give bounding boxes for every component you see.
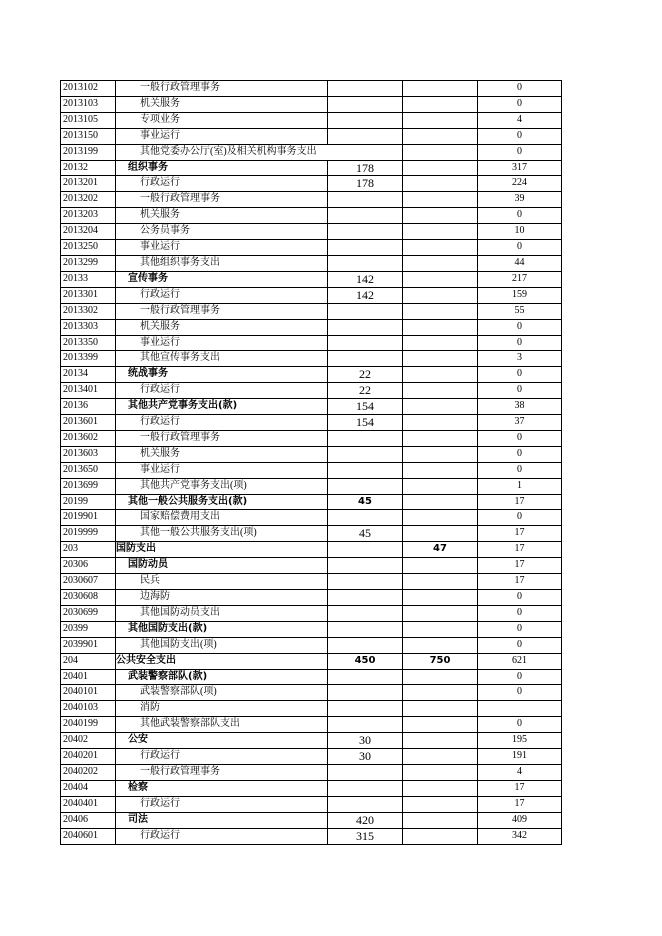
table-row bbox=[61, 558, 562, 574]
row-name: 武装警察部队(款) bbox=[116, 669, 328, 685]
table-row bbox=[61, 271, 562, 287]
row-value-2 bbox=[403, 558, 478, 574]
table-row bbox=[61, 526, 562, 542]
row-value-3: 0 bbox=[478, 605, 562, 621]
row-code: 2013603 bbox=[61, 446, 116, 462]
row-value-3: 17 bbox=[478, 526, 562, 542]
row-value-1 bbox=[328, 255, 403, 271]
row-code: 2013105 bbox=[61, 112, 116, 128]
row-name: 检察 bbox=[116, 780, 328, 796]
row-value-2 bbox=[403, 335, 478, 351]
row-value-1 bbox=[328, 542, 403, 558]
row-value-2 bbox=[403, 749, 478, 765]
row-name: 其他武装警察部队支出 bbox=[116, 717, 328, 733]
row-name: 机关服务 bbox=[116, 96, 328, 112]
row-value-2 bbox=[403, 112, 478, 128]
row-value-1 bbox=[328, 128, 403, 144]
table-row bbox=[61, 701, 562, 717]
row-value-1 bbox=[328, 112, 403, 128]
row-value-3: 317 bbox=[478, 160, 562, 176]
row-value-2 bbox=[403, 144, 478, 160]
row-value-3: 159 bbox=[478, 287, 562, 303]
row-value-3: 0 bbox=[478, 128, 562, 144]
row-value-1 bbox=[328, 430, 403, 446]
table-row bbox=[61, 749, 562, 765]
row-name: 专项业务 bbox=[116, 112, 328, 128]
row-name: 事业运行 bbox=[116, 335, 328, 351]
row-name: 机关服务 bbox=[116, 446, 328, 462]
row-code: 20406 bbox=[61, 812, 116, 828]
row-value-3: 0 bbox=[478, 510, 562, 526]
row-name: 行政运行 bbox=[116, 287, 328, 303]
row-name: 行政运行 bbox=[116, 749, 328, 765]
row-name: 武装警察部队(项) bbox=[116, 685, 328, 701]
row-value-1 bbox=[328, 701, 403, 717]
row-value-2 bbox=[403, 733, 478, 749]
row-code: 2013299 bbox=[61, 255, 116, 271]
row-name: 司法 bbox=[116, 812, 328, 828]
row-value-1 bbox=[328, 81, 403, 97]
row-value-2 bbox=[403, 478, 478, 494]
row-value-1 bbox=[328, 685, 403, 701]
row-value-2 bbox=[403, 271, 478, 287]
row-value-1 bbox=[328, 780, 403, 796]
row-value-1: 142 bbox=[328, 287, 403, 303]
row-value-3: 39 bbox=[478, 192, 562, 208]
row-name: 其他共产党事务支出(款) bbox=[116, 399, 328, 415]
row-value-1 bbox=[328, 351, 403, 367]
row-name: 公安 bbox=[116, 733, 328, 749]
row-name: 机关服务 bbox=[116, 319, 328, 335]
row-code: 2013602 bbox=[61, 430, 116, 446]
row-code: 2040401 bbox=[61, 796, 116, 812]
table-row bbox=[61, 224, 562, 240]
row-code: 2013302 bbox=[61, 303, 116, 319]
row-name: 其他党委办公厅(室)及相关机构事务支出 bbox=[116, 144, 328, 160]
table-row bbox=[61, 733, 562, 749]
row-value-2 bbox=[403, 526, 478, 542]
row-value-3: 4 bbox=[478, 112, 562, 128]
row-value-2 bbox=[403, 208, 478, 224]
row-value-1: 450 bbox=[328, 653, 403, 669]
row-value-3: 37 bbox=[478, 415, 562, 431]
row-value-2 bbox=[403, 383, 478, 399]
row-code: 20132 bbox=[61, 160, 116, 176]
row-code: 2013350 bbox=[61, 335, 116, 351]
row-value-3: 17 bbox=[478, 542, 562, 558]
row-value-3: 55 bbox=[478, 303, 562, 319]
table-row bbox=[61, 717, 562, 733]
row-value-2 bbox=[403, 351, 478, 367]
row-code: 203 bbox=[61, 542, 116, 558]
row-value-2 bbox=[403, 430, 478, 446]
row-value-2 bbox=[403, 701, 478, 717]
row-code: 2019901 bbox=[61, 510, 116, 526]
table-row bbox=[61, 81, 562, 97]
row-value-3: 0 bbox=[478, 335, 562, 351]
row-code: 2013202 bbox=[61, 192, 116, 208]
row-value-3: 17 bbox=[478, 796, 562, 812]
row-value-1 bbox=[328, 558, 403, 574]
row-code: 2013150 bbox=[61, 128, 116, 144]
row-value-1: 154 bbox=[328, 399, 403, 415]
row-value-1 bbox=[328, 335, 403, 351]
row-value-1 bbox=[328, 764, 403, 780]
table-row bbox=[61, 160, 562, 176]
table-row bbox=[61, 430, 562, 446]
table-row bbox=[61, 780, 562, 796]
row-value-3: 0 bbox=[478, 446, 562, 462]
row-code: 2013303 bbox=[61, 319, 116, 335]
row-code: 2013301 bbox=[61, 287, 116, 303]
row-code: 2013401 bbox=[61, 383, 116, 399]
row-value-1 bbox=[328, 303, 403, 319]
row-value-1: 178 bbox=[328, 160, 403, 176]
table-row bbox=[61, 208, 562, 224]
row-code: 2040202 bbox=[61, 764, 116, 780]
row-code: 2030699 bbox=[61, 605, 116, 621]
table-row bbox=[61, 796, 562, 812]
row-value-1 bbox=[328, 605, 403, 621]
row-code: 2030607 bbox=[61, 574, 116, 590]
row-value-2 bbox=[403, 717, 478, 733]
table-row bbox=[61, 255, 562, 271]
row-value-2 bbox=[403, 128, 478, 144]
table-row bbox=[61, 240, 562, 256]
row-value-3: 409 bbox=[478, 812, 562, 828]
row-value-3: 3 bbox=[478, 351, 562, 367]
row-value-1: 315 bbox=[328, 828, 403, 844]
row-value-1 bbox=[328, 446, 403, 462]
table-row bbox=[61, 828, 562, 844]
table-row bbox=[61, 669, 562, 685]
row-value-3: 44 bbox=[478, 255, 562, 271]
row-value-1: 22 bbox=[328, 367, 403, 383]
row-value-2 bbox=[403, 574, 478, 590]
row-value-3: 17 bbox=[478, 494, 562, 510]
row-code: 2039901 bbox=[61, 637, 116, 653]
table-row bbox=[61, 351, 562, 367]
row-value-1: 30 bbox=[328, 749, 403, 765]
row-value-2 bbox=[403, 796, 478, 812]
row-value-3: 0 bbox=[478, 621, 562, 637]
row-value-1 bbox=[328, 462, 403, 478]
row-code: 20401 bbox=[61, 669, 116, 685]
row-value-2 bbox=[403, 764, 478, 780]
table-row bbox=[61, 653, 562, 669]
row-code: 2040103 bbox=[61, 701, 116, 717]
row-name: 国家赔偿费用支出 bbox=[116, 510, 328, 526]
row-value-3: 0 bbox=[478, 669, 562, 685]
row-value-3: 0 bbox=[478, 319, 562, 335]
row-name: 一般行政管理事务 bbox=[116, 81, 328, 97]
row-value-2 bbox=[403, 605, 478, 621]
row-name: 消防 bbox=[116, 701, 328, 717]
row-name: 一般行政管理事务 bbox=[116, 192, 328, 208]
table-row bbox=[61, 144, 562, 160]
row-value-2 bbox=[403, 319, 478, 335]
row-value-2: 750 bbox=[403, 653, 478, 669]
row-value-1: 22 bbox=[328, 383, 403, 399]
row-value-1 bbox=[328, 96, 403, 112]
row-value-2 bbox=[403, 399, 478, 415]
table-row bbox=[61, 812, 562, 828]
row-name: 事业运行 bbox=[116, 128, 328, 144]
row-value-2 bbox=[403, 224, 478, 240]
row-code: 2013204 bbox=[61, 224, 116, 240]
row-value-2 bbox=[403, 81, 478, 97]
row-value-1 bbox=[328, 510, 403, 526]
row-value-3: 0 bbox=[478, 590, 562, 606]
row-value-2 bbox=[403, 637, 478, 653]
row-code: 20399 bbox=[61, 621, 116, 637]
table-row bbox=[61, 383, 562, 399]
row-value-3: 0 bbox=[478, 462, 562, 478]
row-name: 边海防 bbox=[116, 590, 328, 606]
row-value-2 bbox=[403, 462, 478, 478]
row-name: 机关服务 bbox=[116, 208, 328, 224]
table-row bbox=[61, 494, 562, 510]
row-value-3 bbox=[478, 701, 562, 717]
row-value-1 bbox=[328, 144, 403, 160]
row-code: 20402 bbox=[61, 733, 116, 749]
budget-table bbox=[60, 80, 562, 845]
table-row bbox=[61, 367, 562, 383]
table-row bbox=[61, 399, 562, 415]
row-value-1 bbox=[328, 574, 403, 590]
row-value-1 bbox=[328, 478, 403, 494]
row-value-3: 1 bbox=[478, 478, 562, 494]
row-value-3: 17 bbox=[478, 574, 562, 590]
row-value-2 bbox=[403, 415, 478, 431]
row-name: 公共安全支出 bbox=[116, 653, 328, 669]
row-value-1 bbox=[328, 637, 403, 653]
table-row bbox=[61, 542, 562, 558]
row-name: 事业运行 bbox=[116, 462, 328, 478]
row-value-2 bbox=[403, 96, 478, 112]
row-code: 2013102 bbox=[61, 81, 116, 97]
row-name: 民兵 bbox=[116, 574, 328, 590]
row-value-2 bbox=[403, 685, 478, 701]
row-code: 2040201 bbox=[61, 749, 116, 765]
row-value-1 bbox=[328, 224, 403, 240]
row-name: 行政运行 bbox=[116, 383, 328, 399]
table-row bbox=[61, 590, 562, 606]
row-name: 其他共产党事务支出(项) bbox=[116, 478, 328, 494]
row-value-1: 178 bbox=[328, 176, 403, 192]
row-code: 20134 bbox=[61, 367, 116, 383]
row-value-1: 142 bbox=[328, 271, 403, 287]
row-value-2 bbox=[403, 494, 478, 510]
row-value-1: 45 bbox=[328, 526, 403, 542]
row-code: 20306 bbox=[61, 558, 116, 574]
table-row bbox=[61, 192, 562, 208]
row-value-3: 217 bbox=[478, 271, 562, 287]
row-value-2 bbox=[403, 176, 478, 192]
row-value-2 bbox=[403, 812, 478, 828]
row-code: 20133 bbox=[61, 271, 116, 287]
row-value-1 bbox=[328, 319, 403, 335]
row-value-2 bbox=[403, 367, 478, 383]
table-row bbox=[61, 621, 562, 637]
row-name: 一般行政管理事务 bbox=[116, 430, 328, 446]
row-value-3: 0 bbox=[478, 240, 562, 256]
row-code: 2013650 bbox=[61, 462, 116, 478]
row-code: 2013201 bbox=[61, 176, 116, 192]
row-value-2 bbox=[403, 255, 478, 271]
row-value-2 bbox=[403, 160, 478, 176]
table-row bbox=[61, 176, 562, 192]
row-value-2 bbox=[403, 287, 478, 303]
row-name: 宣传事务 bbox=[116, 271, 328, 287]
row-name: 其他国防支出(款) bbox=[116, 621, 328, 637]
row-value-2 bbox=[403, 510, 478, 526]
row-value-3: 10 bbox=[478, 224, 562, 240]
table-row bbox=[61, 605, 562, 621]
table-row bbox=[61, 478, 562, 494]
row-value-3: 0 bbox=[478, 637, 562, 653]
row-value-2 bbox=[403, 303, 478, 319]
row-name: 其他一般公共服务支出(项) bbox=[116, 526, 328, 542]
row-value-2 bbox=[403, 590, 478, 606]
table-row bbox=[61, 96, 562, 112]
table-row bbox=[61, 287, 562, 303]
table-row bbox=[61, 319, 562, 335]
row-name: 其他国防支出(项) bbox=[116, 637, 328, 653]
row-name: 国防动员 bbox=[116, 558, 328, 574]
row-value-3: 224 bbox=[478, 176, 562, 192]
table-row bbox=[61, 764, 562, 780]
row-value-3: 0 bbox=[478, 383, 562, 399]
row-value-2 bbox=[403, 780, 478, 796]
row-value-1 bbox=[328, 621, 403, 637]
row-name: 事业运行 bbox=[116, 240, 328, 256]
table-row bbox=[61, 462, 562, 478]
row-code: 2040199 bbox=[61, 717, 116, 733]
row-value-2 bbox=[403, 621, 478, 637]
row-code: 2013199 bbox=[61, 144, 116, 160]
row-name: 国防支出 bbox=[116, 542, 328, 558]
row-value-3: 342 bbox=[478, 828, 562, 844]
row-value-1 bbox=[328, 717, 403, 733]
row-value-3: 38 bbox=[478, 399, 562, 415]
row-code: 2030608 bbox=[61, 590, 116, 606]
row-value-3: 0 bbox=[478, 96, 562, 112]
row-name: 其他一般公共服务支出(款) bbox=[116, 494, 328, 510]
row-value-3: 191 bbox=[478, 749, 562, 765]
row-code: 20199 bbox=[61, 494, 116, 510]
row-value-1 bbox=[328, 208, 403, 224]
table-row bbox=[61, 335, 562, 351]
row-name: 一般行政管理事务 bbox=[116, 303, 328, 319]
row-value-3: 17 bbox=[478, 558, 562, 574]
row-code: 2013250 bbox=[61, 240, 116, 256]
row-name: 行政运行 bbox=[116, 796, 328, 812]
row-value-2: 47 bbox=[403, 542, 478, 558]
row-value-1 bbox=[328, 669, 403, 685]
table-row bbox=[61, 128, 562, 144]
row-value-3: 0 bbox=[478, 717, 562, 733]
row-name: 公务员事务 bbox=[116, 224, 328, 240]
row-name: 统战事务 bbox=[116, 367, 328, 383]
row-code: 2013399 bbox=[61, 351, 116, 367]
row-code: 20136 bbox=[61, 399, 116, 415]
row-value-3: 621 bbox=[478, 653, 562, 669]
row-code: 204 bbox=[61, 653, 116, 669]
table-row bbox=[61, 415, 562, 431]
table-row bbox=[61, 446, 562, 462]
row-value-1 bbox=[328, 796, 403, 812]
row-name: 行政运行 bbox=[116, 176, 328, 192]
row-value-2 bbox=[403, 669, 478, 685]
row-value-3: 0 bbox=[478, 81, 562, 97]
budget-table-body bbox=[61, 81, 562, 845]
row-code: 2040101 bbox=[61, 685, 116, 701]
row-value-3: 195 bbox=[478, 733, 562, 749]
row-value-1 bbox=[328, 590, 403, 606]
row-value-3: 0 bbox=[478, 685, 562, 701]
row-name: 行政运行 bbox=[116, 415, 328, 431]
row-value-1 bbox=[328, 240, 403, 256]
row-code: 2019999 bbox=[61, 526, 116, 542]
row-value-2 bbox=[403, 446, 478, 462]
row-name: 一般行政管理事务 bbox=[116, 764, 328, 780]
row-value-1: 154 bbox=[328, 415, 403, 431]
row-value-3: 0 bbox=[478, 208, 562, 224]
row-code: 20404 bbox=[61, 780, 116, 796]
row-code: 2013699 bbox=[61, 478, 116, 494]
row-value-3: 0 bbox=[478, 367, 562, 383]
row-value-1 bbox=[328, 192, 403, 208]
row-name: 其他组织事务支出 bbox=[116, 255, 328, 271]
row-value-2 bbox=[403, 192, 478, 208]
row-value-3: 0 bbox=[478, 144, 562, 160]
row-code: 2013103 bbox=[61, 96, 116, 112]
row-name: 组织事务 bbox=[116, 160, 328, 176]
row-code: 2040601 bbox=[61, 828, 116, 844]
table-row bbox=[61, 574, 562, 590]
table-row bbox=[61, 303, 562, 319]
row-code: 2013601 bbox=[61, 415, 116, 431]
table-row bbox=[61, 112, 562, 128]
row-code: 2013203 bbox=[61, 208, 116, 224]
row-value-1: 30 bbox=[328, 733, 403, 749]
row-name: 其他国防动员支出 bbox=[116, 605, 328, 621]
row-value-3: 4 bbox=[478, 764, 562, 780]
table-row bbox=[61, 685, 562, 701]
row-value-1: 45 bbox=[328, 494, 403, 510]
row-value-3: 17 bbox=[478, 780, 562, 796]
row-value-2 bbox=[403, 828, 478, 844]
row-name: 其他宣传事务支出 bbox=[116, 351, 328, 367]
table-row bbox=[61, 510, 562, 526]
row-value-3: 0 bbox=[478, 430, 562, 446]
table-row bbox=[61, 637, 562, 653]
row-name: 行政运行 bbox=[116, 828, 328, 844]
row-value-1: 420 bbox=[328, 812, 403, 828]
row-value-2 bbox=[403, 240, 478, 256]
